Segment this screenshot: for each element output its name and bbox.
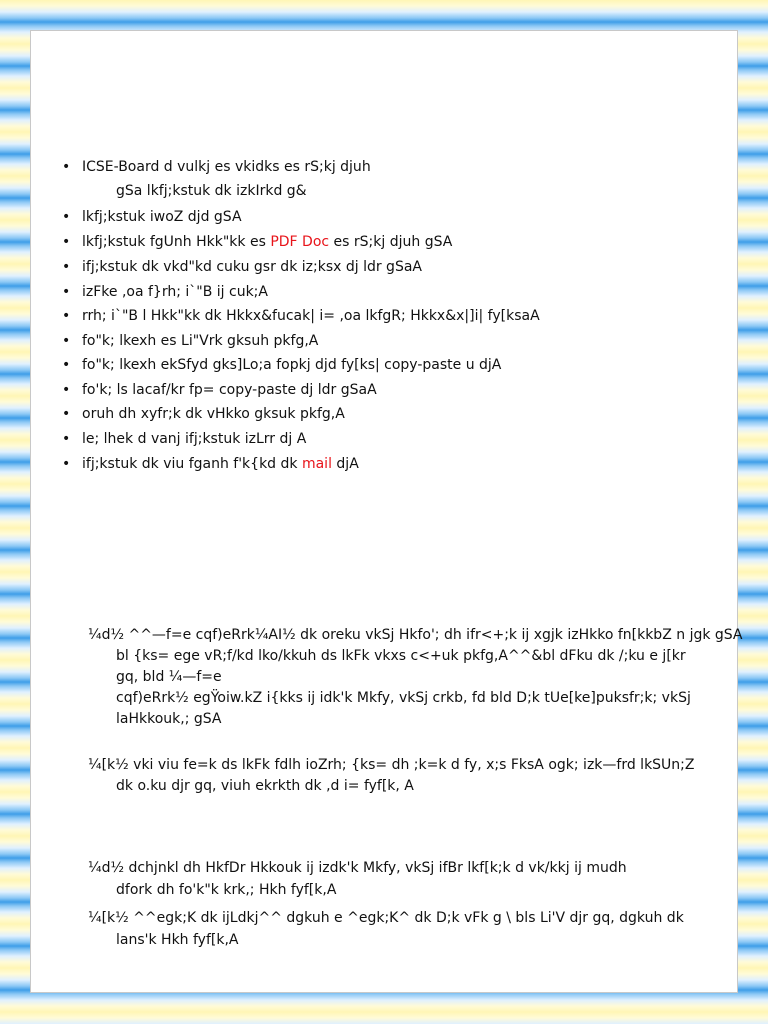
- list-item: • oruh dh xyfr;k dk vHkko gksuk pkfg,A: [82, 405, 682, 423]
- question-paragraph: ¼[k½ ^^egk;K dk ijLdkj^^ dgkuh e ^egk;K^ dk D;k vFk g \ bls Li'V djr gq, dgkuh dk: [88, 910, 684, 926]
- question-line: gq, bld ¼—f=e: [116, 669, 222, 685]
- question-line: cqf)eRrk½ egŸoiw.kZ i{kks ij idk'k Mkfy, vkSj crkb, fd bld D;k tUe[ke]puksfr;k; vkSj: [116, 690, 691, 706]
- list-item: • fo'k; ls lacaf/kr fp= copy-paste dj ldr gSaA: [82, 381, 682, 399]
- question-paragraph: ¼d½ ^^—f=e cqf)eRrk¼AI½ dk oreku vkSj Hkfo'; dh ifr<+;k ij xgjk izHkko fn[kkbZ n jgk gSA: [88, 627, 743, 643]
- list-item: • izFke ,oa f}rh; i`"B ij cuk;A: [82, 283, 682, 301]
- question-line: dk o.ku djr gq, viuh ekrkth dk ,d i= fyf[k, A: [116, 778, 414, 794]
- question-paragraph: ¼[k½ vki viu fe=k ds lkFk fdlh ioZrh; {ks= dh ;k=k d fy, x;s FksA ogk; izk—frd lkSUn;Z: [88, 757, 695, 773]
- list-item: • le; lhek d vanj ifj;kstuk izLrr dj A: [82, 430, 682, 448]
- list-item: • lkfj;kstuk fgUnh Hkk"kk es PDF Doc es rS;kj djuh gSA: [82, 233, 682, 251]
- highlight-text: PDF Doc: [270, 234, 330, 250]
- list-item: • fo"k; lkexh ekSfyd gks]Lo;a fopkj djd fy[ks| copy-paste u djA: [82, 356, 682, 374]
- question-line: dfork dh fo'k"k krk,; Hkh fyf[k,A: [116, 882, 337, 898]
- list-item: • rrh; i`"B l Hkk"kk dk Hkkx&fucak| i= ,oa lkfgR; Hkkx&x|]i| fy[ksaA: [82, 307, 682, 325]
- highlight-text: mail: [301, 456, 332, 472]
- list-item: • fo"k; lkexh es Li"Vrk gksuh pkfg,A: [82, 332, 682, 350]
- question-line: lans'k Hkh fyf[k,A: [116, 932, 239, 948]
- list-item: • lkfj;kstuk iwoZ djd gSA: [82, 208, 682, 226]
- list-item-continuation: gSa lkfj;kstuk dk izkIrkd g&: [116, 183, 307, 199]
- list-item: • ICSE-Board d vulkj es vkidks es rS;kj djuh: [82, 158, 682, 176]
- question-line: laHkkouk,; gSA: [116, 711, 222, 727]
- list-item: • ifj;kstuk dk vkd"kd cuku gsr dk iz;ksx dj ldr gSaA: [82, 258, 682, 276]
- list-item: • ifj;kstuk dk viu fganh f'k{kd dk mail djA: [82, 455, 682, 473]
- question-paragraph: ¼d½ dchjnkl dh HkfDr Hkkouk ij izdk'k Mkfy, vkSj ifBr lkf[k;k d vk/kkj ij mudh: [88, 860, 627, 876]
- question-line: bl {ks= ege vR;f/kd lko/kkuh ds lkFk vkxs c<+uk pkfg,A^^&bl dFku dk /;ku e j[kr: [116, 648, 686, 664]
